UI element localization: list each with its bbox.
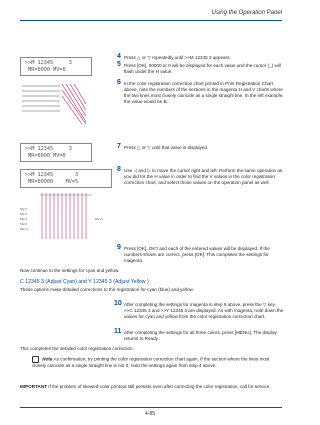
page-header-title: Using the Operation Panel bbox=[211, 10, 282, 16]
step-text: After completing the settings for all three colors, press [MENU]. The display returns to Ready. bbox=[124, 330, 277, 341]
footer-rule bbox=[20, 407, 282, 408]
lcd-line: >>M 12345 3 bbox=[25, 146, 72, 152]
step-text: Press [OK]. 00000 or 0 will be displayed for each value and the cursor (_) will flash under the H value. bbox=[124, 63, 281, 74]
step-text: Press △ or ▽ repeatedly until >>M 12345 3 appears. bbox=[124, 55, 231, 60]
step-5 bbox=[117, 61, 284, 75]
lcd-line: >>M 12345 3 bbox=[25, 172, 79, 178]
step-text: In the color registration correction chart printed in Print Registration Chart above, note the numbers of the sections in the magenta H and V charts where the two lines most closely coincide as a single straight line. In the left example, the value would be B. bbox=[124, 81, 284, 104]
step-number: 4 bbox=[117, 53, 121, 60]
page-number: 4-85 bbox=[144, 411, 155, 417]
chart-label: MV-0 bbox=[20, 222, 28, 226]
step-text: Press [OK]. OK? and each of the entered values will be displayed. If the numbers shown are correct, press [OK]. This completes the settings for magenta. bbox=[124, 246, 270, 263]
step-number: 9 bbox=[117, 244, 121, 251]
step-number: 8 bbox=[117, 166, 121, 173]
step-10 bbox=[114, 300, 284, 320]
chart-label: MV-2 bbox=[20, 212, 28, 216]
section-subheading: C 12345 3 (Adjust Cyan) and Y 12345 3 (Adjust Yellow ) bbox=[20, 279, 149, 285]
step-number: 6 bbox=[117, 79, 121, 86]
completion-text: This completes the detailed color registration correction. bbox=[20, 346, 134, 351]
chart-label: MV-1 bbox=[20, 217, 28, 221]
step-text: Use ◁ and ▷ to move the cursor right and left. Perform the same operation as you did for the H value in order to find the V values in the color registration correction chart, and select those values on the operation panel as well. bbox=[124, 168, 283, 185]
step-number: 11 bbox=[114, 328, 122, 335]
step-number: 10 bbox=[114, 300, 122, 307]
important-label: IMPORTANT bbox=[20, 384, 47, 389]
lcd-display-2 bbox=[20, 143, 92, 162]
step-8 bbox=[117, 166, 284, 186]
lcd-line: >>M 12345 3 bbox=[25, 60, 72, 66]
note-label: Note bbox=[42, 356, 53, 362]
step-number: 7 bbox=[117, 143, 121, 150]
chart-label: MV+1 bbox=[20, 227, 28, 231]
step-6 bbox=[117, 79, 284, 105]
step-number: 5 bbox=[117, 61, 121, 68]
lcd-line: MR=0000 MV=0 bbox=[25, 67, 66, 73]
note-text: As confirmation, try printing the color registration correction chart again. If the section where the lines most closely coincide as a single straight line is not 0, redo the settings again from step 4 above. bbox=[32, 356, 270, 368]
vertical-chart-illustration bbox=[20, 189, 122, 243]
step-text: Press △ or ▽ until that value is displayed. bbox=[124, 145, 209, 150]
step-9 bbox=[117, 244, 284, 264]
lcd-display-1 bbox=[20, 57, 92, 76]
note-icon bbox=[32, 356, 39, 363]
subheading-description: These options make detailed corrections to the registration for cyan (blue) and yellow. bbox=[20, 287, 194, 292]
step-4 bbox=[117, 53, 284, 61]
important-text: If the problem of skewed-color printout still persists even after correcting the color registration, call for service. bbox=[48, 384, 271, 389]
lcd-line: MR=00000 MV=5 bbox=[25, 179, 79, 185]
step-11 bbox=[114, 328, 284, 342]
step-text: After completing the settings for magenta in step 9 above, press the ▽ key. >>C 12345 3 and >>Y 12345 3 are displayed. As with magenta, note down the values for cyan and yellow from the color registration correction chart. bbox=[124, 302, 284, 319]
important-block bbox=[20, 384, 284, 390]
continue-text: Now continue to the settings for cyan and yellow. bbox=[20, 268, 120, 273]
lcd-line: MR=0000 MV=0 bbox=[25, 153, 66, 159]
chart-label: MV-3 bbox=[20, 207, 28, 211]
note-block bbox=[32, 356, 284, 369]
chart-label-right: MV+5 bbox=[95, 217, 103, 221]
lcd-display-3 bbox=[20, 169, 112, 188]
header-rule bbox=[20, 20, 282, 21]
registration-chart-illustration bbox=[20, 82, 88, 126]
step-7 bbox=[117, 143, 284, 151]
